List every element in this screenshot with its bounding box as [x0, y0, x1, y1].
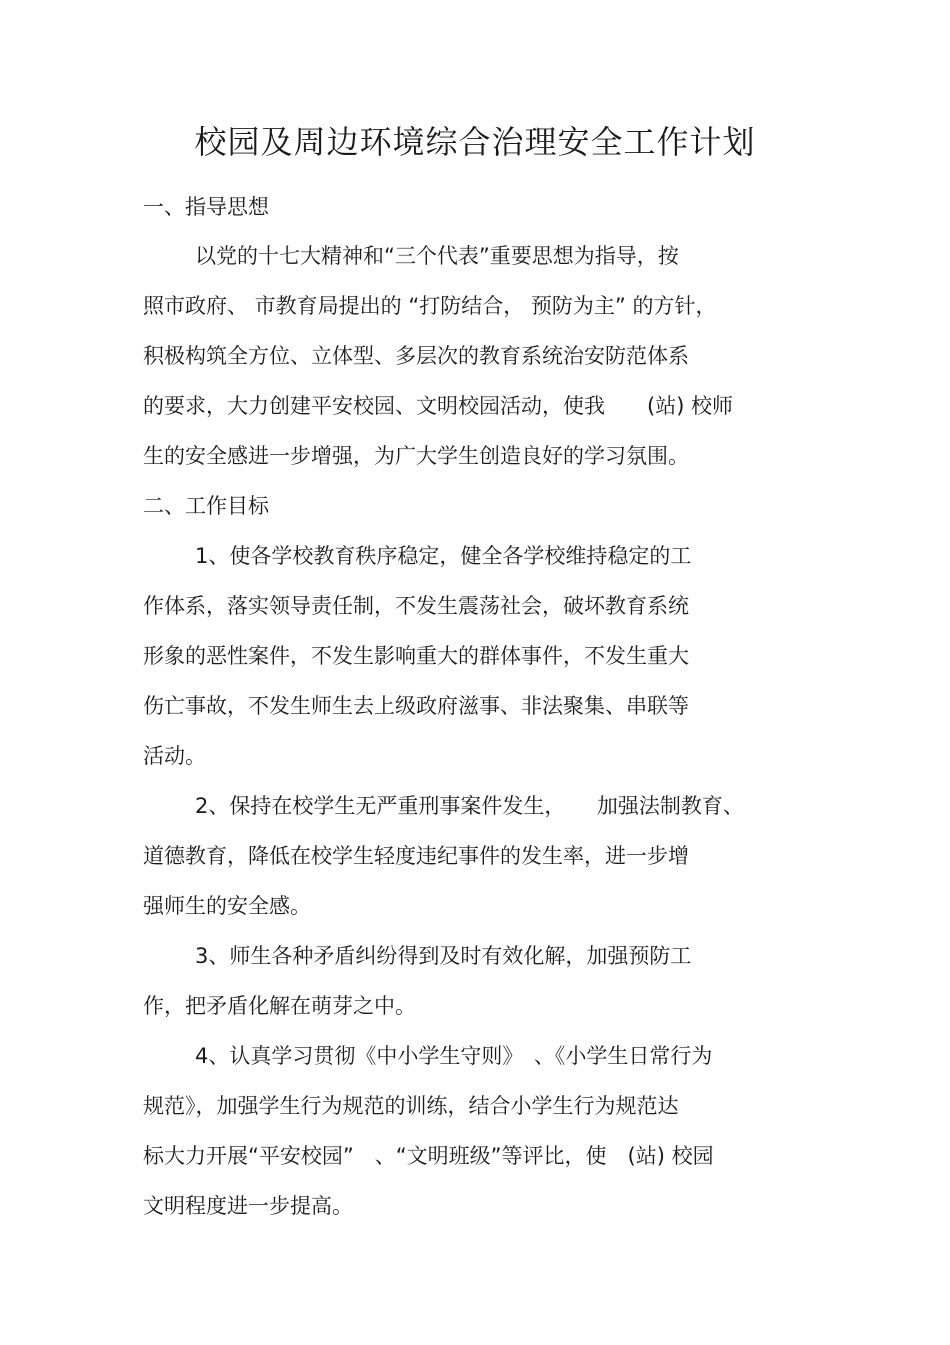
paragraph-line: 以党的十七大精神和“三个代表”重要思想为指导，按	[195, 244, 679, 268]
paragraph-line: 活动。	[143, 744, 206, 768]
paragraph-line: 1、使各学校教育秩序稳定，健全各学校维持稳定的工	[195, 544, 692, 568]
paragraph-line: 作体系，落实领导责任制，不发生震荡社会，破坏教育系统	[143, 594, 689, 618]
paragraph-line: 伤亡事故，不发生师生去上级政府滋事、非法聚集、串联等	[143, 694, 689, 718]
paragraph-line: 2、保持在校学生无严重刑事案件发生， 加强法制教育、	[195, 794, 744, 818]
paragraph-line: 道德教育，降低在校学生轻度违纪事件的发生率，进一步增	[143, 844, 689, 868]
paragraph-line: 文明程度进一步提高。	[143, 1194, 353, 1218]
section-heading-guiding-thought: 一、指导思想	[143, 195, 269, 219]
paragraph-line: 生的安全感进一步增强，为广大学生创造良好的学习氛围。	[143, 444, 689, 468]
paragraph-line: 4、认真学习贯彻《中小学生守则》 、《小学生日常行为	[195, 1044, 713, 1068]
paragraph-line: 形象的恶性案件，不发生影响重大的群体事件，不发生重大	[143, 644, 689, 668]
paragraph-line: 强师生的安全感。	[143, 894, 311, 918]
paragraph-line: 的要求，大力创建平安校园、文明校园活动，使我 (站) 校师	[143, 394, 734, 418]
paragraph-line: 规范》，加强学生行为规范的训练，结合小学生行为规范达	[143, 1094, 679, 1118]
document-title: 校园及周边环境综合治理安全工作计划	[194, 123, 756, 161]
paragraph-line: 标大力开展“平安校园” 、“文明班级”等评比，使 (站) 校园	[143, 1144, 714, 1168]
paragraph-line: 3、师生各种矛盾纠纷得到及时有效化解，加强预防工	[195, 944, 692, 968]
paragraph-line: 照市政府、 市教育局提出的 “打防结合， 预防为主” 的方针，	[143, 294, 717, 318]
section-heading-work-goals: 二、工作目标	[143, 494, 269, 518]
paragraph-line: 积极构筑全方位、立体型、多层次的教育系统治安防范体系	[143, 344, 689, 368]
paragraph-line: 作，把矛盾化解在萌芽之中。	[143, 994, 416, 1018]
